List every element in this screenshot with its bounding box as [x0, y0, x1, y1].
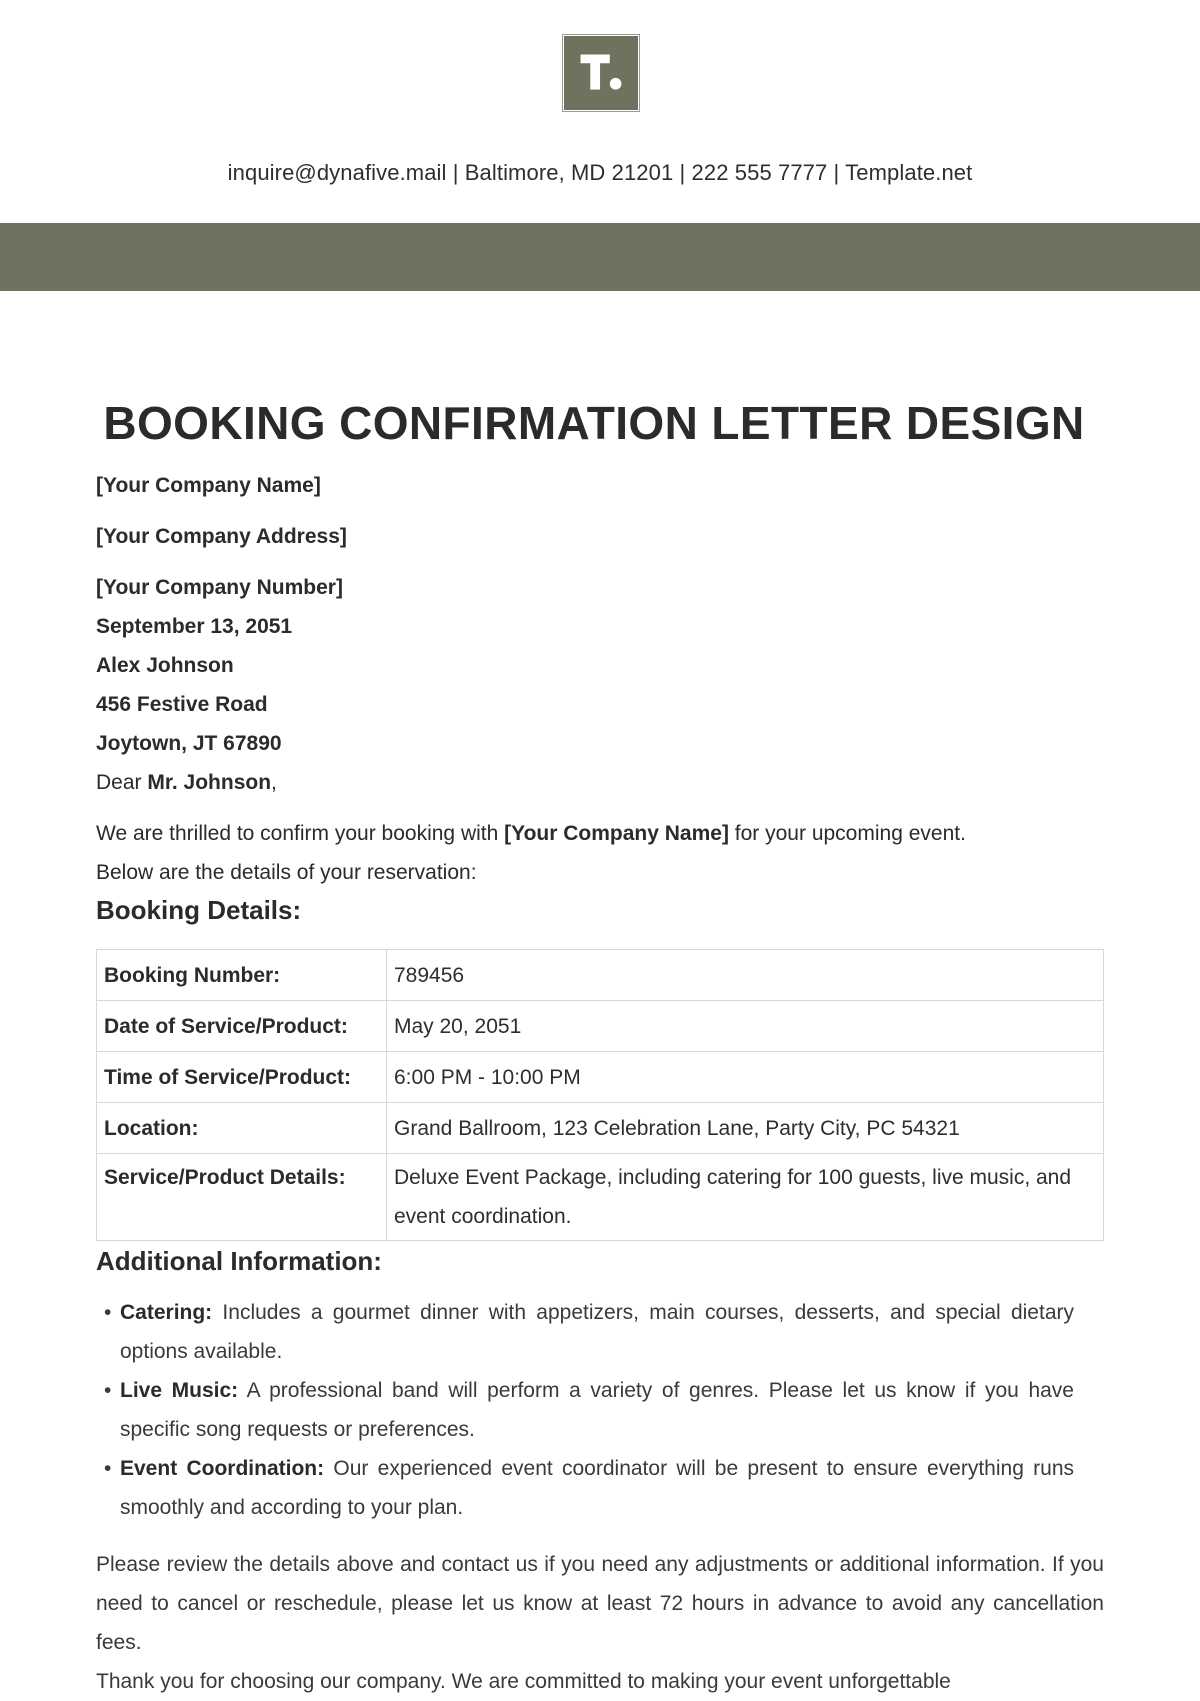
closing-section [96, 1545, 1104, 1701]
row-label: Booking Number: [97, 950, 387, 1001]
booking-details-heading: Booking Details: [96, 895, 302, 925]
row-label: Time of Service/Product: [97, 1052, 387, 1103]
row-value: 6:00 PM - 10:00 PM [387, 1052, 1104, 1103]
item-text: A professional band will perform a variety of genres. Please let us know if you have specific song requests or preferences. [120, 1379, 1074, 1441]
row-label: Date of Service/Product: [97, 1001, 387, 1052]
table-row [97, 1001, 1104, 1052]
contact-line: inquire@dynafive.mail | Baltimore, MD 21201 | 222 555 7777 | Template.net [227, 160, 973, 185]
list-item [96, 1293, 1074, 1371]
salutation-suffix: , [271, 771, 277, 794]
row-label: Location: [97, 1103, 387, 1154]
table-row [97, 950, 1104, 1001]
intro-paragraph [96, 814, 1104, 892]
closing-paragraph-1: Please review the details above and contact us if you need any adjustments or additional information. If you need to cancel or reschedule, please let us know at least 72 hours in advance to avoid any cancellation fees. [96, 1553, 1104, 1654]
recipient-name: Alex Johnson [96, 654, 234, 677]
intro-before: We are thrilled to confirm your booking with [96, 822, 505, 845]
list-item [96, 1371, 1074, 1449]
list-item [96, 1449, 1074, 1527]
row-value: May 20, 2051 [387, 1001, 1104, 1052]
salutation [96, 763, 1104, 802]
salutation-name: Mr. Johnson [147, 771, 272, 794]
row-value: Deluxe Event Package, including catering for 100 guests, live music, and event coordination. [387, 1154, 1104, 1241]
company-logo [562, 34, 640, 112]
intro-after: for your upcoming event. [728, 822, 966, 845]
bullet-icon: • [104, 1301, 112, 1324]
item-term: Event Coordination: [120, 1457, 325, 1480]
bullet-icon: • [104, 1379, 112, 1402]
letter-body [96, 392, 1104, 1701]
item-text: Our experienced event coordinator will be present to ensure everything runs smoothly and according to your plan. [120, 1457, 1074, 1519]
item-term: Catering: [120, 1301, 213, 1324]
additional-info-list [96, 1293, 1074, 1527]
item-term: Live Music: [120, 1379, 239, 1402]
header-band [0, 223, 1200, 291]
closing-paragraph-2: Thank you for choosing our company. We are committed to making your event unforgettable [96, 1670, 951, 1693]
recipient-street: 456 Festive Road [96, 693, 268, 716]
sender-company-name: [Your Company Name] [96, 474, 321, 497]
sender-company-number: [Your Company Number] [96, 576, 343, 599]
row-value: 789456 [387, 950, 1104, 1001]
sender-block [96, 466, 1104, 607]
table-row [97, 1052, 1104, 1103]
table-row [97, 1103, 1104, 1154]
letter-date: September 13, 2051 [96, 615, 293, 638]
bullet-icon: • [104, 1457, 112, 1480]
recipient-block [96, 646, 1104, 763]
booking-details-table [96, 949, 1104, 1241]
additional-info-heading: Additional Information: [96, 1246, 382, 1276]
salutation-prefix: Dear [96, 771, 148, 794]
row-value: Grand Ballroom, 123 Celebration Lane, Party City, PC 54321 [387, 1103, 1104, 1154]
document-title: BOOKING CONFIRMATION LETTER DESIGN [103, 397, 1085, 449]
sender-company-address: [Your Company Address] [96, 525, 347, 548]
row-label: Service/Product Details: [97, 1154, 387, 1241]
recipient-city: Joytown, JT 67890 [96, 732, 282, 755]
logo-icon [563, 35, 639, 111]
intro-line2: Below are the details of your reservation: [96, 861, 477, 884]
item-text: Includes a gourmet dinner with appetizers, main courses, desserts, and special dietary options available. [120, 1301, 1074, 1363]
table-row [97, 1154, 1104, 1241]
intro-company: [Your Company Name] [504, 822, 729, 845]
